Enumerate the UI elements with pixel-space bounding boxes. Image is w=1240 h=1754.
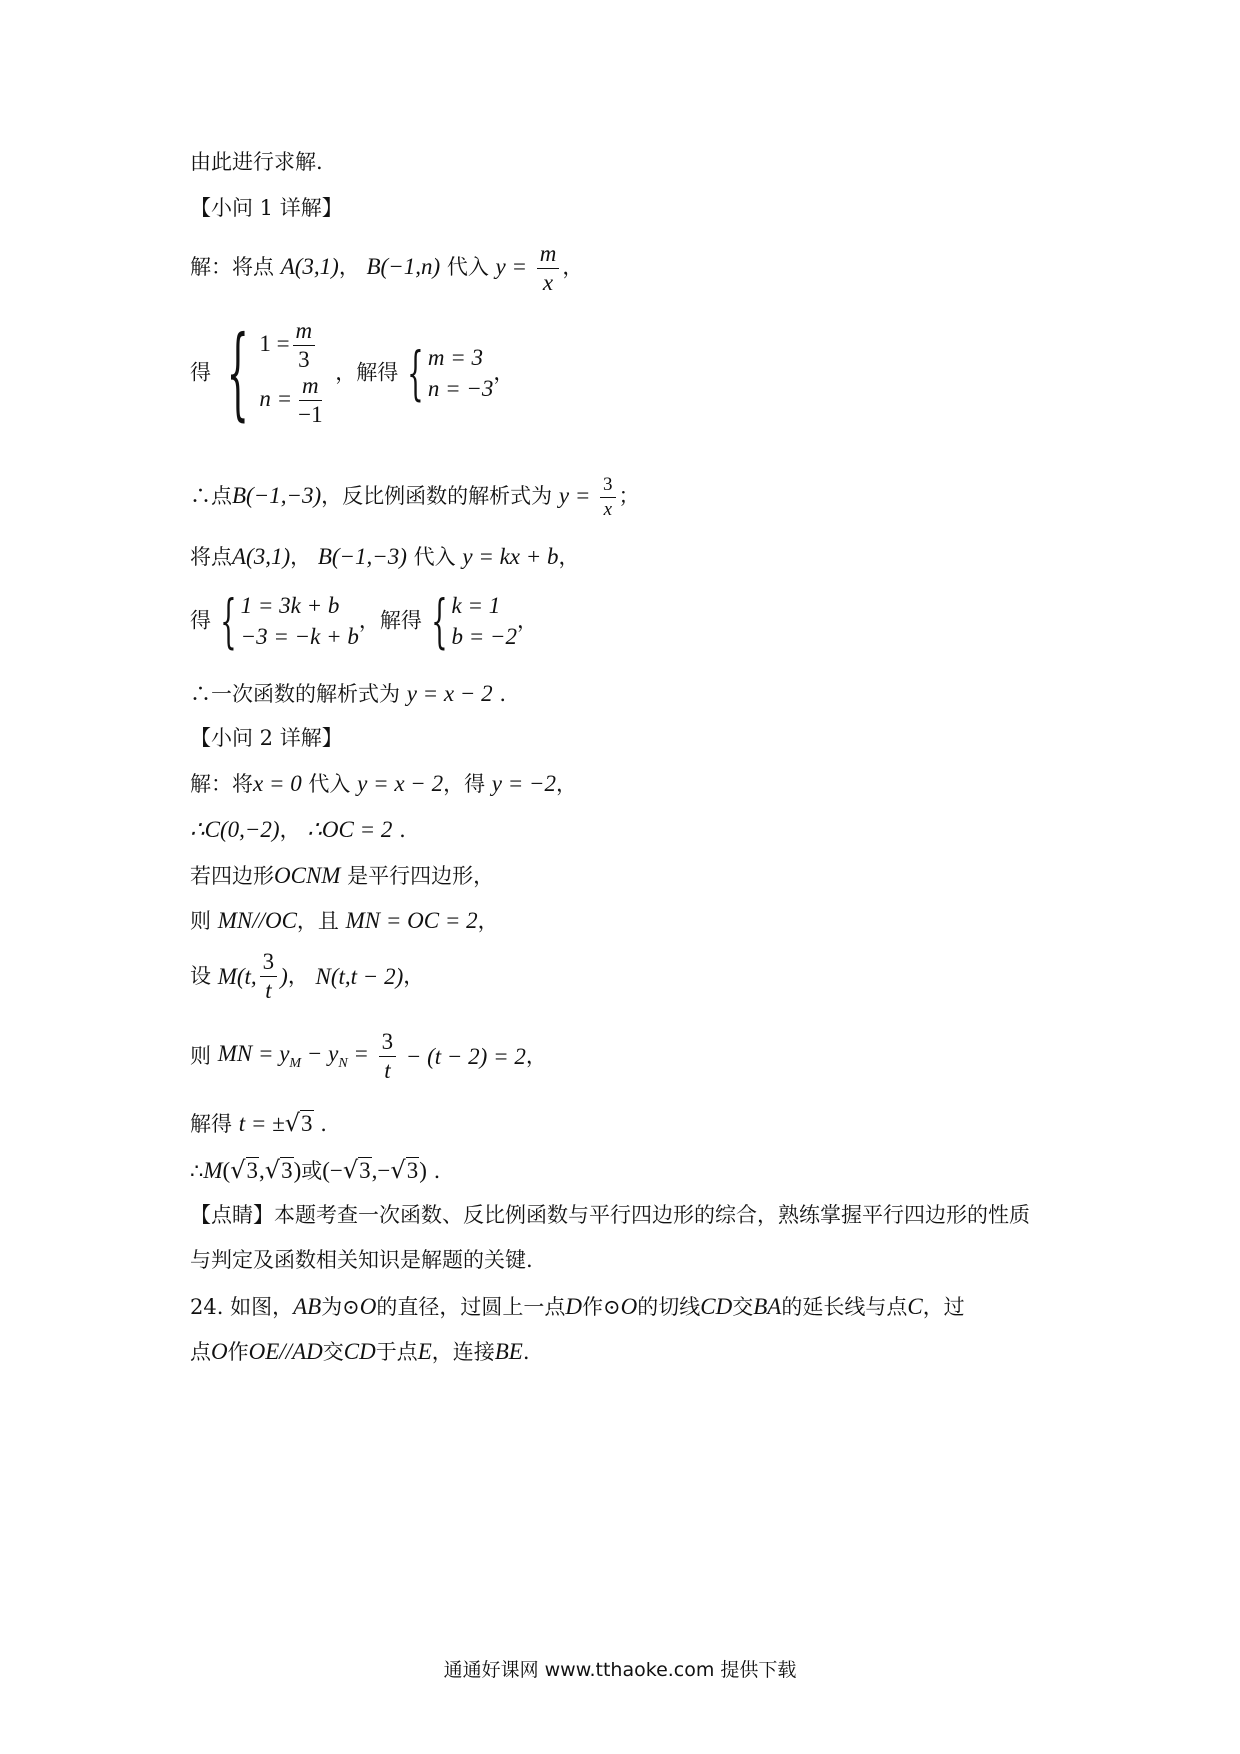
math: M <box>203 1158 223 1183</box>
text-line <box>190 1157 440 1182</box>
math: (− <box>322 1158 343 1183</box>
math: ,− <box>371 1158 391 1183</box>
math: BE <box>494 1339 523 1364</box>
radical-sign: √ <box>390 1156 406 1184</box>
math: y = x − 2 <box>406 681 493 706</box>
sqrt <box>343 1157 372 1182</box>
text: ，过 <box>922 1295 965 1319</box>
text-line <box>190 242 583 295</box>
radical-sign: √ <box>264 1156 281 1184</box>
math: y = −2 <box>491 771 557 796</box>
math: OCNM <box>274 863 341 888</box>
text: 24. 如图， <box>190 1295 294 1319</box>
fraction <box>379 1030 397 1083</box>
text: 由此进行求解. <box>190 150 323 174</box>
math: −3 = −k + b <box>240 624 359 649</box>
text: 则 <box>190 1044 211 1069</box>
text: ∴点 <box>190 483 232 508</box>
question-24 <box>190 1295 965 1318</box>
system-rows <box>259 318 328 428</box>
math: y = x − 2 <box>357 771 444 796</box>
equation-system-line <box>190 314 515 431</box>
section-heading-q2 <box>190 728 343 749</box>
text: ， <box>290 545 312 569</box>
fraction <box>600 475 616 520</box>
text: ， <box>279 818 301 842</box>
sqrt <box>390 1157 419 1182</box>
fraction <box>295 374 325 427</box>
math: b = −2 <box>451 624 518 649</box>
denominator: x <box>603 498 612 520</box>
fraction <box>537 242 560 295</box>
math: 1 = 3k + b <box>240 593 340 618</box>
text: 是平行四边形， <box>347 864 495 888</box>
text: 将点 <box>190 545 232 569</box>
math: M <box>217 964 237 990</box>
denominator: 3 <box>298 347 310 372</box>
text-line <box>190 818 406 841</box>
math: CD <box>700 1294 733 1319</box>
section-heading-q1 <box>190 198 343 219</box>
brace: { <box>407 339 424 407</box>
text: 作⊙ <box>582 1295 621 1319</box>
math: ( <box>222 1158 231 1183</box>
numerator: 3 <box>600 475 616 498</box>
math: , <box>259 1158 265 1183</box>
text: 代入 <box>446 255 489 280</box>
text-line <box>190 1110 327 1135</box>
fraction <box>260 950 278 1003</box>
brace: { <box>430 587 448 655</box>
text: ， <box>517 608 539 633</box>
text: 交 <box>322 1340 344 1364</box>
text: ， <box>525 1044 547 1069</box>
text: 的直径，过圆上一点 <box>376 1295 566 1319</box>
text: 设 <box>190 964 211 989</box>
math: − (t − 2) = 2 <box>405 1044 526 1070</box>
text: 的延长线与点 <box>781 1295 908 1319</box>
text: 代入 <box>308 772 351 796</box>
text: ， <box>493 360 515 385</box>
system-rows <box>241 590 359 652</box>
math: OE//AD <box>248 1339 323 1364</box>
math: ) <box>293 1158 302 1183</box>
text-line <box>190 909 499 932</box>
text: ， <box>477 909 499 933</box>
math: CD <box>343 1339 376 1364</box>
equation-system-line <box>190 587 539 655</box>
math: − y <box>301 1041 339 1067</box>
text: ∴ <box>190 1159 204 1183</box>
brace: { <box>226 314 249 431</box>
math: N(t,t − 2) <box>315 964 404 990</box>
text-line <box>190 864 494 887</box>
row <box>259 319 328 372</box>
system-rows <box>428 342 494 404</box>
numerator: m <box>299 374 322 401</box>
math: A(3,1) <box>232 544 291 569</box>
row <box>259 374 328 427</box>
text: . <box>320 1112 327 1136</box>
subscript: N <box>338 1056 348 1072</box>
math: 1 = <box>259 331 290 356</box>
subscript: M <box>289 1056 302 1072</box>
text: ， <box>562 255 584 280</box>
numerator: m <box>537 242 560 269</box>
text-line <box>190 545 580 568</box>
radical-sign: √ <box>284 1109 301 1137</box>
math: B(−1,−3) <box>317 544 407 569</box>
math: BA <box>753 1294 782 1319</box>
brace: { <box>219 587 237 655</box>
page-footer: 通通好课网 www.tthaoke.com 提供下载 <box>443 1659 797 1681</box>
math: MN//OC <box>217 908 297 933</box>
text-line <box>190 1250 533 1271</box>
math: ∴OC = 2 <box>307 817 393 842</box>
text: ， <box>558 545 580 569</box>
fraction <box>293 319 316 372</box>
math: (t, <box>236 964 257 990</box>
text: ， <box>556 772 578 796</box>
math: x = 0 <box>253 771 302 796</box>
math: y = <box>495 254 527 280</box>
text: 【小问 1 详解】 <box>190 196 343 220</box>
math: MN = y <box>217 1041 290 1067</box>
system-rows <box>451 590 517 652</box>
text-line <box>190 950 424 1003</box>
math: D <box>565 1294 583 1319</box>
text: 交 <box>732 1295 754 1319</box>
text: 得 <box>190 360 211 385</box>
math: = <box>347 1041 369 1067</box>
math: B(−1,n) <box>366 254 441 280</box>
math: m = 3 <box>427 345 483 370</box>
text: ，解得 <box>358 608 422 633</box>
text: 为⊙ <box>321 1295 360 1319</box>
text: . <box>399 818 406 842</box>
radicand: 3 <box>246 1158 259 1183</box>
sqrt <box>230 1157 259 1182</box>
radical-sign: √ <box>342 1156 359 1184</box>
math: t = ± <box>238 1111 285 1136</box>
text: 则 <box>190 909 211 933</box>
text: 与判定及函数相关知识是解题的关键. <box>190 1248 533 1272</box>
text: ，连接 <box>431 1340 495 1364</box>
text: 【点睛】本题考查一次函数、反比例函数与平行四边形的综合，熟练掌握平行四边形的性质 <box>190 1203 1030 1227</box>
math: O <box>620 1294 638 1319</box>
text-line <box>190 475 640 520</box>
text: 或 <box>301 1159 323 1183</box>
radicand: 3 <box>281 1158 293 1183</box>
question-24-cont <box>190 1340 530 1363</box>
math: A(3,1) <box>280 254 339 280</box>
denominator: −1 <box>298 402 323 427</box>
solution-system <box>429 587 518 655</box>
text: 于点 <box>375 1340 418 1364</box>
text: 的切线 <box>637 1295 701 1319</box>
numerator: 3 <box>379 1030 397 1057</box>
text-line <box>190 682 506 705</box>
math: C <box>907 1294 923 1319</box>
equation-system <box>218 587 359 655</box>
math: ) <box>280 964 288 990</box>
math: E <box>417 1339 432 1364</box>
text: . <box>499 682 507 706</box>
math: MN = OC = 2 <box>345 908 478 933</box>
text: ， <box>287 964 309 989</box>
math: O <box>359 1294 377 1319</box>
math: ) <box>419 1158 427 1183</box>
text: ，反比例函数的解析式为 <box>321 483 553 508</box>
text: ，解得 <box>335 360 399 385</box>
text: 代入 <box>413 545 456 569</box>
math: O <box>211 1339 228 1364</box>
math: AB <box>293 1294 322 1319</box>
text-line <box>190 1030 547 1083</box>
math: k = 1 <box>451 593 501 618</box>
text: 得 <box>190 608 211 633</box>
radicand: 3 <box>359 1158 371 1183</box>
numerator: 3 <box>260 950 278 977</box>
sqrt <box>265 1157 294 1182</box>
text: ，且 <box>296 909 339 933</box>
text: ， <box>338 255 360 280</box>
equation-system <box>218 314 329 431</box>
text: 【小问 2 详解】 <box>190 726 343 750</box>
math: ∴C(0,−2) <box>190 817 280 842</box>
math: n = −3 <box>427 376 494 401</box>
text: 点 <box>190 1340 211 1364</box>
math: y = <box>558 482 591 508</box>
radical-sign: √ <box>230 1156 246 1184</box>
text-line <box>190 772 577 795</box>
text: ， <box>403 964 425 989</box>
math: y = kx + b <box>462 544 559 569</box>
numerator: m <box>293 319 316 346</box>
sqrt <box>285 1110 314 1135</box>
text-line <box>190 152 323 173</box>
text-line <box>190 1205 1030 1226</box>
text: ∴一次函数的解析式为 <box>190 682 400 706</box>
math: n = <box>259 386 293 411</box>
solution-system <box>405 339 494 407</box>
math: B(−1,−3) <box>232 482 322 508</box>
text: 解：将点 <box>190 255 274 280</box>
text: ，得 <box>443 772 486 796</box>
radicand: 3 <box>301 1111 313 1136</box>
denominator: x <box>542 270 554 296</box>
text: . <box>522 1340 530 1364</box>
denominator: t <box>384 1058 391 1084</box>
math <box>217 1041 369 1072</box>
denominator: t <box>265 978 272 1004</box>
radicand: 3 <box>406 1158 419 1183</box>
text: 解：将 <box>190 772 253 796</box>
text: 若四边形 <box>190 864 274 888</box>
text: 解得 <box>190 1112 232 1136</box>
text: 作 <box>227 1340 249 1364</box>
text: ； <box>618 483 640 508</box>
text: . <box>433 1159 441 1183</box>
